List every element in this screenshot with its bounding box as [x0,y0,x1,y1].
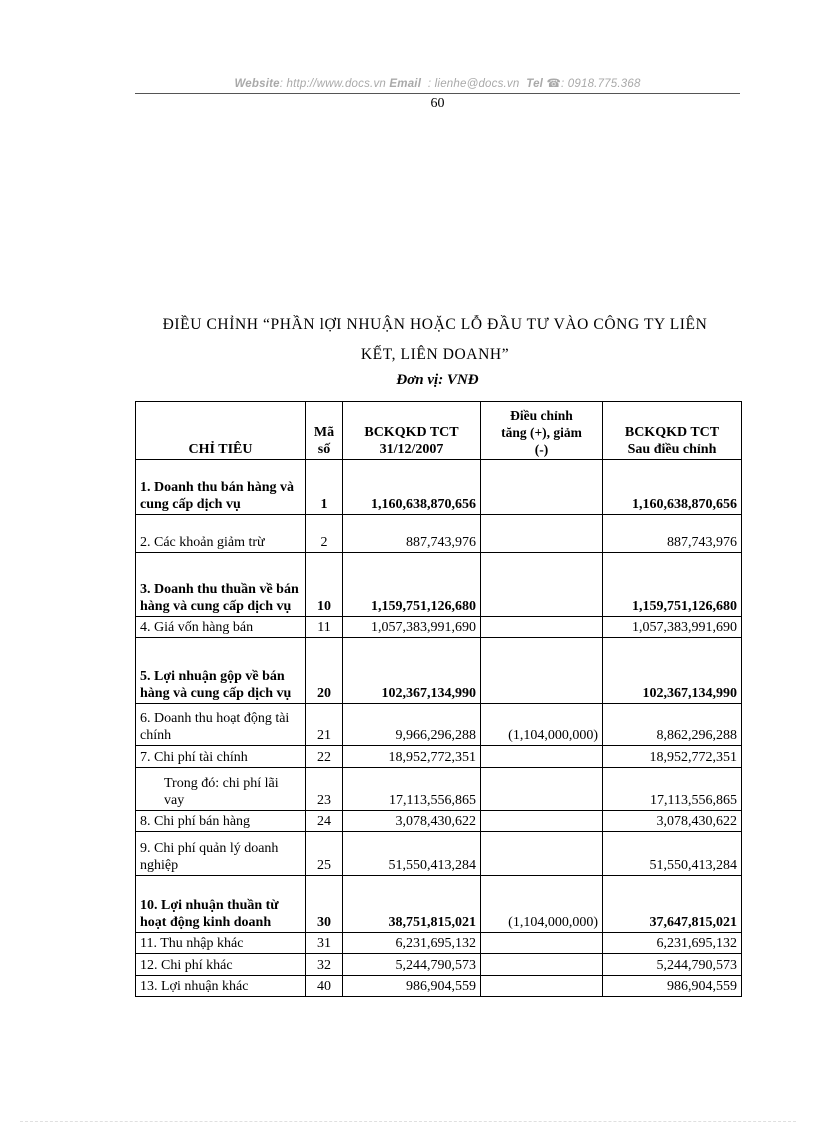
row-before: 986,904,559 [343,976,481,997]
row-after: 3,078,430,622 [603,811,742,832]
row-after: 887,743,976 [603,515,742,553]
row-before: 887,743,976 [343,515,481,553]
row-code: 11 [306,617,343,638]
row-name: 13. Lợi nhuận khác [136,976,306,997]
document-title [120,310,750,370]
row-after: 102,367,134,990 [603,638,742,704]
row-before: 51,550,413,284 [343,832,481,876]
title-line-1: ĐIỀU CHỈNH “PHẦN lỢI NHUẬN HOẶC LỖ ĐẦU TƯ VÀO CÔNG TY LIÊN [162,316,708,333]
header-divider [135,93,740,94]
row-name: 1. Doanh thu bán hàng và cung cấp dịch vụ [136,460,306,515]
row-name: 12. Chi phí khác [136,954,306,976]
row-after: 37,647,815,021 [603,876,742,933]
row-adjust [481,832,603,876]
row-adjust [481,617,603,638]
table-row [136,876,742,933]
row-code: 23 [306,768,343,811]
table-header-row [136,402,742,460]
row-name: 9. Chi phí quản lý doanh nghiệp [136,832,306,876]
row-adjust [481,553,603,617]
website-value[interactable]: : http://www.docs.vn [279,78,386,90]
row-name: 7. Chi phí tài chính [136,746,306,768]
row-adjust: (1,104,000,000) [481,876,603,933]
row-after: 1,160,638,870,656 [603,460,742,515]
row-before: 1,057,383,991,690 [343,617,481,638]
page-number: 60 [430,96,445,111]
table-row [136,811,742,832]
row-before: 17,113,556,865 [343,768,481,811]
row-code: 24 [306,811,343,832]
row-before: 1,160,638,870,656 [343,460,481,515]
tel-label: Tel [526,78,544,90]
income-statement-table [135,401,742,997]
row-name: 10. Lợi nhuận thuần từ hoạt động kinh doanh [136,876,306,933]
table-row [136,832,742,876]
table-row [136,460,742,515]
row-after: 1,057,383,991,690 [603,617,742,638]
row-adjust [481,933,603,954]
table-row [136,976,742,997]
row-before: 9,966,296,288 [343,704,481,746]
tel-value: ☎: 0918.775.368 [546,78,641,90]
table-row [136,617,742,638]
row-adjust [481,515,603,553]
row-adjust: (1,104,000,000) [481,704,603,746]
currency-unit: Đơn vị: VNĐ [396,372,479,388]
header-adjustment: Điều chỉnh tăng (+), giảm (-) [481,402,603,460]
row-code: 25 [306,832,343,876]
row-before: 1,159,751,126,680 [343,553,481,617]
row-after: 18,952,772,351 [603,746,742,768]
table-row [136,768,742,811]
row-code: 1 [306,460,343,515]
row-name: Trong đó: chi phí lãi vay [136,768,306,811]
row-before: 3,078,430,622 [343,811,481,832]
header-indicator: CHỈ TIÊU [136,402,306,460]
row-code: 10 [306,553,343,617]
row-name: 5. Lợi nhuận gộp về bán hàng và cung cấp dịch vụ [136,638,306,704]
row-code: 20 [306,638,343,704]
table-row [136,954,742,976]
row-before: 18,952,772,351 [343,746,481,768]
row-name: 4. Giá vốn hàng bán [136,617,306,638]
row-adjust [481,460,603,515]
row-adjust [481,976,603,997]
row-after: 986,904,559 [603,976,742,997]
row-after: 1,159,751,126,680 [603,553,742,617]
row-adjust [481,768,603,811]
row-adjust [481,954,603,976]
row-after: 6,231,695,132 [603,933,742,954]
row-name: 3. Doanh thu thuần về bán hàng và cung cấp dịch vụ [136,553,306,617]
header-code: Mã số [306,402,343,460]
row-code: 40 [306,976,343,997]
title-line-2: KẾT, LIÊN DOANH” [360,346,510,363]
row-before: 6,231,695,132 [343,933,481,954]
row-name: 8. Chi phí bán hàng [136,811,306,832]
row-code: 21 [306,704,343,746]
row-adjust [481,811,603,832]
row-after: 5,244,790,573 [603,954,742,976]
row-code: 22 [306,746,343,768]
email-label: Email [389,78,422,90]
row-code: 2 [306,515,343,553]
row-before: 38,751,815,021 [343,876,481,933]
page-bottom-divider [20,1121,796,1122]
table-row [136,704,742,746]
row-before: 102,367,134,990 [343,638,481,704]
table-row [136,515,742,553]
row-name: 2. Các khoản giảm trừ [136,515,306,553]
row-name: 11. Thu nhập khác [136,933,306,954]
page-header [135,76,740,90]
website-label: Website [234,78,280,90]
table-row [136,933,742,954]
table-row [136,638,742,704]
row-after: 8,862,296,288 [603,704,742,746]
row-code: 31 [306,933,343,954]
row-name: 6. Doanh thu hoạt động tài chính [136,704,306,746]
table-row [136,553,742,617]
row-adjust [481,638,603,704]
row-before: 5,244,790,573 [343,954,481,976]
row-code: 32 [306,954,343,976]
row-adjust [481,746,603,768]
header-before: BCKQKD TCT 31/12/2007 [343,402,481,460]
table-row [136,746,742,768]
header-after: BCKQKD TCT Sau điều chỉnh [603,402,742,460]
row-code: 30 [306,876,343,933]
row-after: 17,113,556,865 [603,768,742,811]
email-value[interactable]: : lienhe@docs.vn [427,78,520,90]
row-after: 51,550,413,284 [603,832,742,876]
